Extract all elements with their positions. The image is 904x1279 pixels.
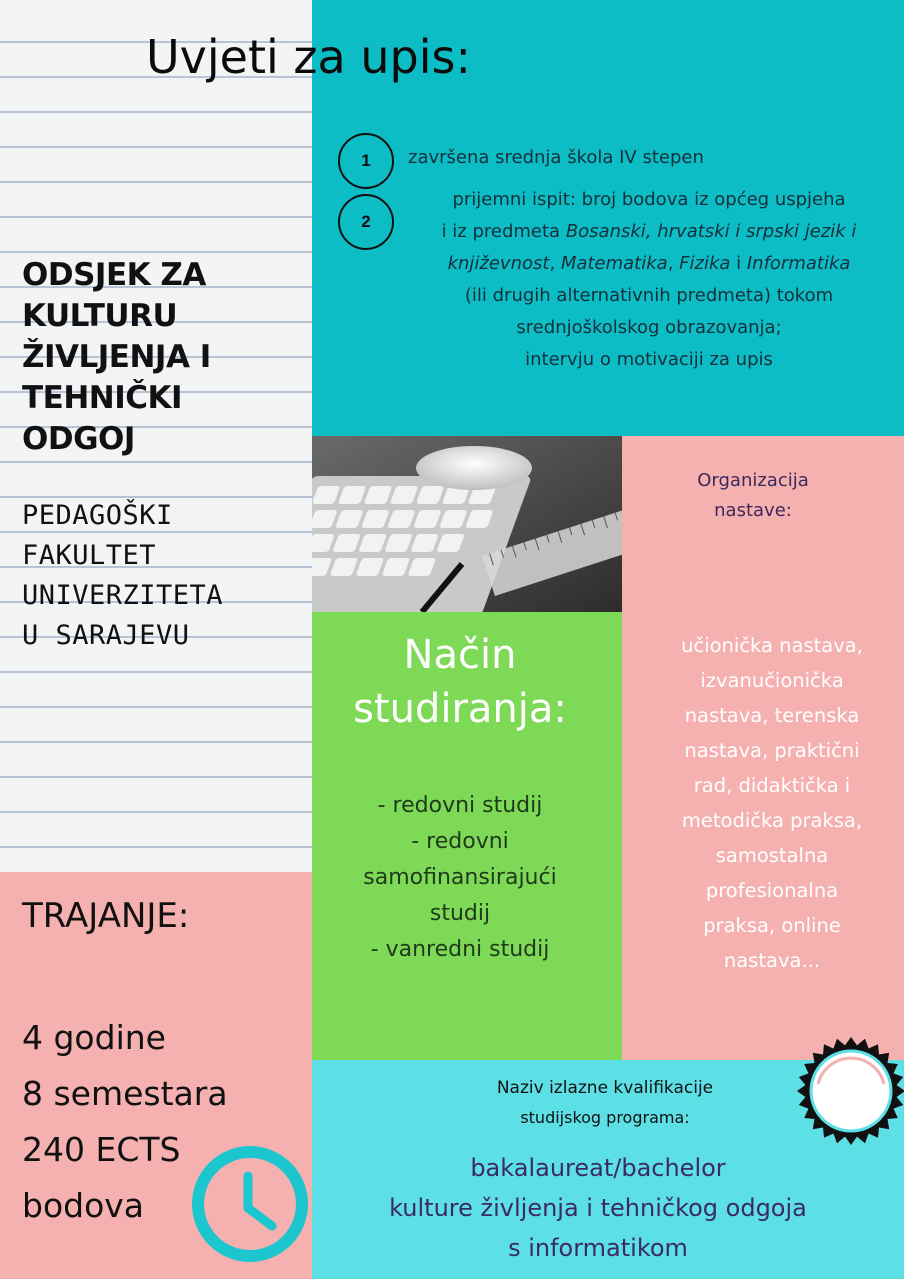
duration-line: 4 godine xyxy=(22,1018,166,1057)
requirement-line: prijemni ispit: broj bodova iz općeg uspjeha xyxy=(452,189,846,210)
requirement-item-2 xyxy=(404,184,894,376)
organization-heading xyxy=(652,466,854,526)
faculty-name-line: PEDAGOŠKI xyxy=(22,500,173,531)
requirement-line: intervju o motivaciji za upis xyxy=(525,349,773,370)
organization-description xyxy=(640,628,904,978)
organization-line: učionička nastava, xyxy=(681,634,863,657)
qualification-line: kulture življenja i tehničkog odgoja xyxy=(389,1194,807,1222)
study-mode-item: samofinansirajući xyxy=(363,865,557,890)
organization-line: praksa, online xyxy=(703,914,841,937)
number-one-badge: 1 xyxy=(338,133,394,189)
number-two-badge: 2 xyxy=(338,194,394,250)
organization-line: samostalna xyxy=(715,844,829,867)
faculty-name-line: UNIVERZITETA xyxy=(22,580,224,611)
seal-badge-icon xyxy=(796,1036,904,1146)
study-mode-item: - redovni studij xyxy=(377,793,543,818)
clock-icon xyxy=(190,1144,310,1264)
qualification-line: bakalaureat/bachelor xyxy=(470,1154,726,1182)
duration-line: 240 ECTS xyxy=(22,1130,181,1169)
department-title-line: ŽIVLJENJA I xyxy=(22,339,211,375)
qualification-heading-line: Naziv izlazne kvalifikacije xyxy=(496,1078,714,1098)
organization-heading-line: nastave: xyxy=(714,500,792,521)
organization-line: nastava, praktični xyxy=(684,739,860,762)
organization-line: profesionalna xyxy=(705,879,839,902)
department-title-line: ODGOJ xyxy=(22,421,135,457)
requirement-line: srednjoškolskog obrazovanja; xyxy=(516,317,782,338)
duration-line: 8 semestara xyxy=(22,1074,228,1113)
organization-line: izvanučionička xyxy=(700,669,844,692)
qualification-heading xyxy=(440,1073,770,1133)
study-mode-title xyxy=(312,628,608,736)
duration-line: bodova xyxy=(22,1186,145,1225)
study-mode-list xyxy=(312,788,608,968)
requirement-item-1: završena srednja škola IV stepen xyxy=(408,147,704,168)
department-title xyxy=(22,255,302,460)
study-mode-title-line: Način xyxy=(403,632,517,678)
faculty-name-line: U SARAJEVU xyxy=(22,620,190,651)
organization-line: nastava... xyxy=(723,949,821,972)
qualification-line: s informatikom xyxy=(508,1234,688,1262)
qualification-title xyxy=(330,1148,866,1268)
department-title-line: ODSJEK ZA xyxy=(22,257,206,293)
qualification-heading-line: studijskog programa: xyxy=(520,1108,690,1127)
keyboard-mouse-ruler-image xyxy=(312,436,626,612)
study-mode-title-line: studiranja: xyxy=(353,686,567,732)
organization-line: metodička praksa, xyxy=(681,809,863,832)
requirements-title: Uvjeti za upis: xyxy=(146,30,471,84)
organization-heading-line: Organizacija xyxy=(697,470,809,491)
duration-title: TRAJANJE: xyxy=(22,896,190,936)
organization-line: rad, didaktička i xyxy=(693,774,851,797)
requirement-line-subjects-1: i iz predmeta Bosanski, hrvatski i srpski jezik i xyxy=(441,221,857,242)
faculty-name xyxy=(22,496,312,656)
department-title-line: KULTURU xyxy=(22,298,178,334)
keyboard-photo xyxy=(312,436,626,612)
study-mode-item: - redovni xyxy=(411,829,509,854)
organization-line: nastava, terenska xyxy=(684,704,860,727)
study-mode-item: - vanredni studij xyxy=(370,937,550,962)
requirement-line-subjects-2: književnost, Matematika, Fizika i Informatika xyxy=(447,253,851,274)
faculty-name-line: FAKULTET xyxy=(22,540,157,571)
study-mode-item: studij xyxy=(429,901,491,926)
requirement-line: (ili drugih alternativnih predmeta) tokom xyxy=(464,285,834,306)
department-title-line: TEHNIČKI xyxy=(22,380,183,416)
